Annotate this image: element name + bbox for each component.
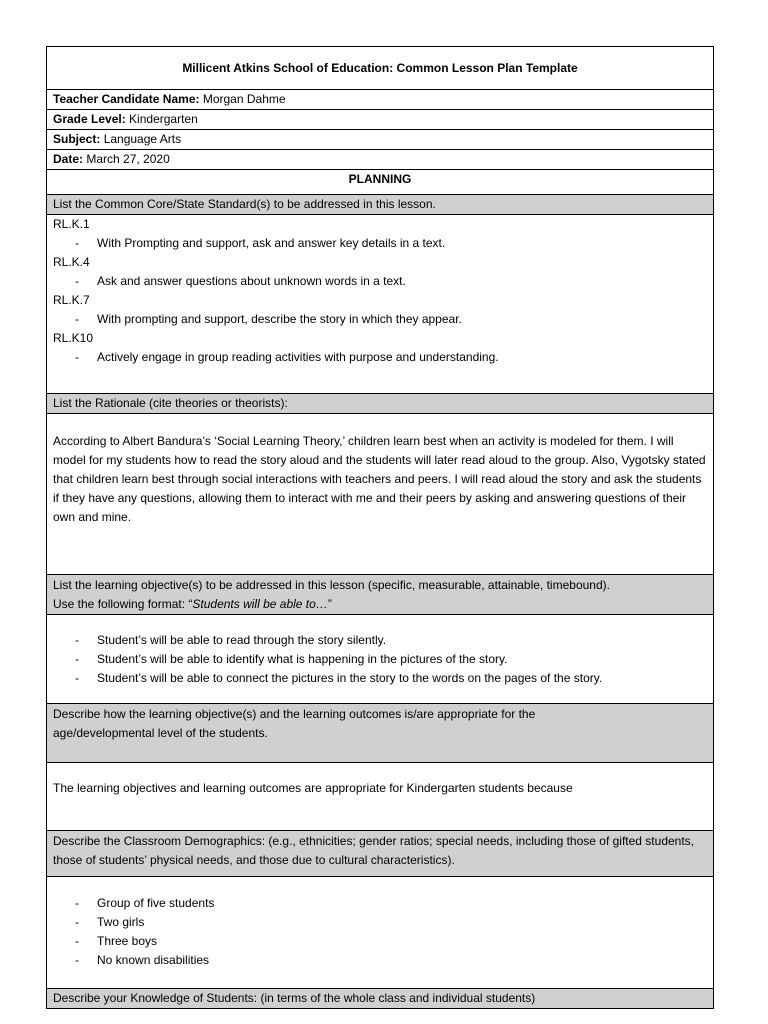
demographic-item: - Two girls bbox=[53, 913, 707, 932]
info-value: March 27, 2020 bbox=[86, 152, 170, 166]
demographic-item: - Group of five students bbox=[53, 894, 707, 913]
objective-item: - Student’s will be able to read through the story silently. bbox=[53, 631, 707, 650]
appropriateness-prompt: Describe how the learning objective(s) and the learning outcomes is/are appropriate for the age/developmental level of the students. bbox=[47, 704, 714, 763]
standard-code: RL.K.7 bbox=[53, 293, 90, 307]
info-label: Date: bbox=[53, 152, 84, 166]
standard-code: RL.K.4 bbox=[53, 255, 90, 269]
standards-content bbox=[47, 215, 714, 394]
appropriateness-text: The learning objectives and learning outcomes are appropriate for Kindergarten students because bbox=[53, 781, 573, 795]
info-value: Morgan Dahme bbox=[202, 92, 286, 106]
demographic-item: - Three boys bbox=[53, 932, 707, 951]
standards-prompt: List the Common Core/State Standard(s) to be addressed in this lesson. bbox=[47, 195, 714, 215]
info-label: Subject: bbox=[53, 132, 101, 146]
objective-item: - Student’s will be able to identify what is happening in the pictures of the story. bbox=[53, 650, 707, 669]
rationale-content bbox=[47, 414, 714, 575]
objectives-prompt bbox=[47, 575, 714, 615]
standard-text: - With Prompting and support, ask and answer key details in a text. bbox=[53, 234, 707, 253]
demographics-prompt: Describe the Classroom Demographics: (e.g., ethnicities; gender ratios; special needs, including those of gifted students, those of students’ physical needs, and those due to cultural characteristics). bbox=[47, 831, 714, 877]
knowledge-prompt: Describe your Knowledge of Students: (in terms of the whole class and individual students) bbox=[47, 989, 714, 1009]
objectives-format-suffix: ” bbox=[327, 597, 332, 611]
lesson-plan-document bbox=[46, 46, 714, 1009]
info-subject bbox=[47, 130, 714, 150]
standard-code: RL.K.1 bbox=[53, 217, 90, 231]
objectives-prompt-text: List the learning objective(s) to be addressed in this lesson (specific, measurable, attainable, timebound). bbox=[53, 578, 610, 592]
info-date bbox=[47, 150, 714, 170]
demographic-item: - No known disabilities bbox=[53, 951, 707, 970]
section-title-planning: PLANNING bbox=[47, 170, 714, 195]
objectives-content bbox=[47, 615, 714, 704]
objectives-format-prefix: Use the following format: “ bbox=[53, 597, 193, 611]
standard-text: - Ask and answer questions about unknown words in a text. bbox=[53, 272, 707, 291]
info-grade-level bbox=[47, 110, 714, 130]
objectives-format-italic: Students will be able to… bbox=[192, 597, 328, 611]
info-teacher-name bbox=[47, 90, 714, 110]
demographics-content bbox=[47, 877, 714, 989]
objective-item: - Student’s will be able to connect the pictures in the story to the words on the pages of the story. bbox=[53, 669, 707, 688]
standard-text: - Actively engage in group reading activities with purpose and understanding. bbox=[53, 348, 707, 367]
appropriateness-content bbox=[47, 763, 714, 831]
info-value: Kindergarten bbox=[129, 112, 198, 126]
info-value: Language Arts bbox=[103, 132, 182, 146]
rationale-text: According to Albert Bandura’s ‘Social Learning Theory,’ children learn best when an activity is modeled for them. I will model for my students how to read the story aloud and the students will later read aloud to the group. Also, Vygotsky stated that children learn best through social interactions with teachers and peers. I will read aloud the story and ask the students if they have any questions, allowing them to interact with me and their peers by asking and answering questions of their own and mine. bbox=[53, 434, 706, 524]
lesson-plan-table bbox=[46, 46, 714, 1009]
rationale-prompt: List the Rationale (cite theories or theorists): bbox=[47, 394, 714, 414]
info-label: Teacher Candidate Name: bbox=[53, 92, 200, 106]
document-title: Millicent Atkins School of Education: Common Lesson Plan Template bbox=[47, 47, 714, 90]
standard-code: RL.K10 bbox=[53, 331, 94, 345]
info-label: Grade Level: bbox=[53, 112, 126, 126]
standard-text: - With prompting and support, describe the story in which they appear. bbox=[53, 310, 707, 329]
